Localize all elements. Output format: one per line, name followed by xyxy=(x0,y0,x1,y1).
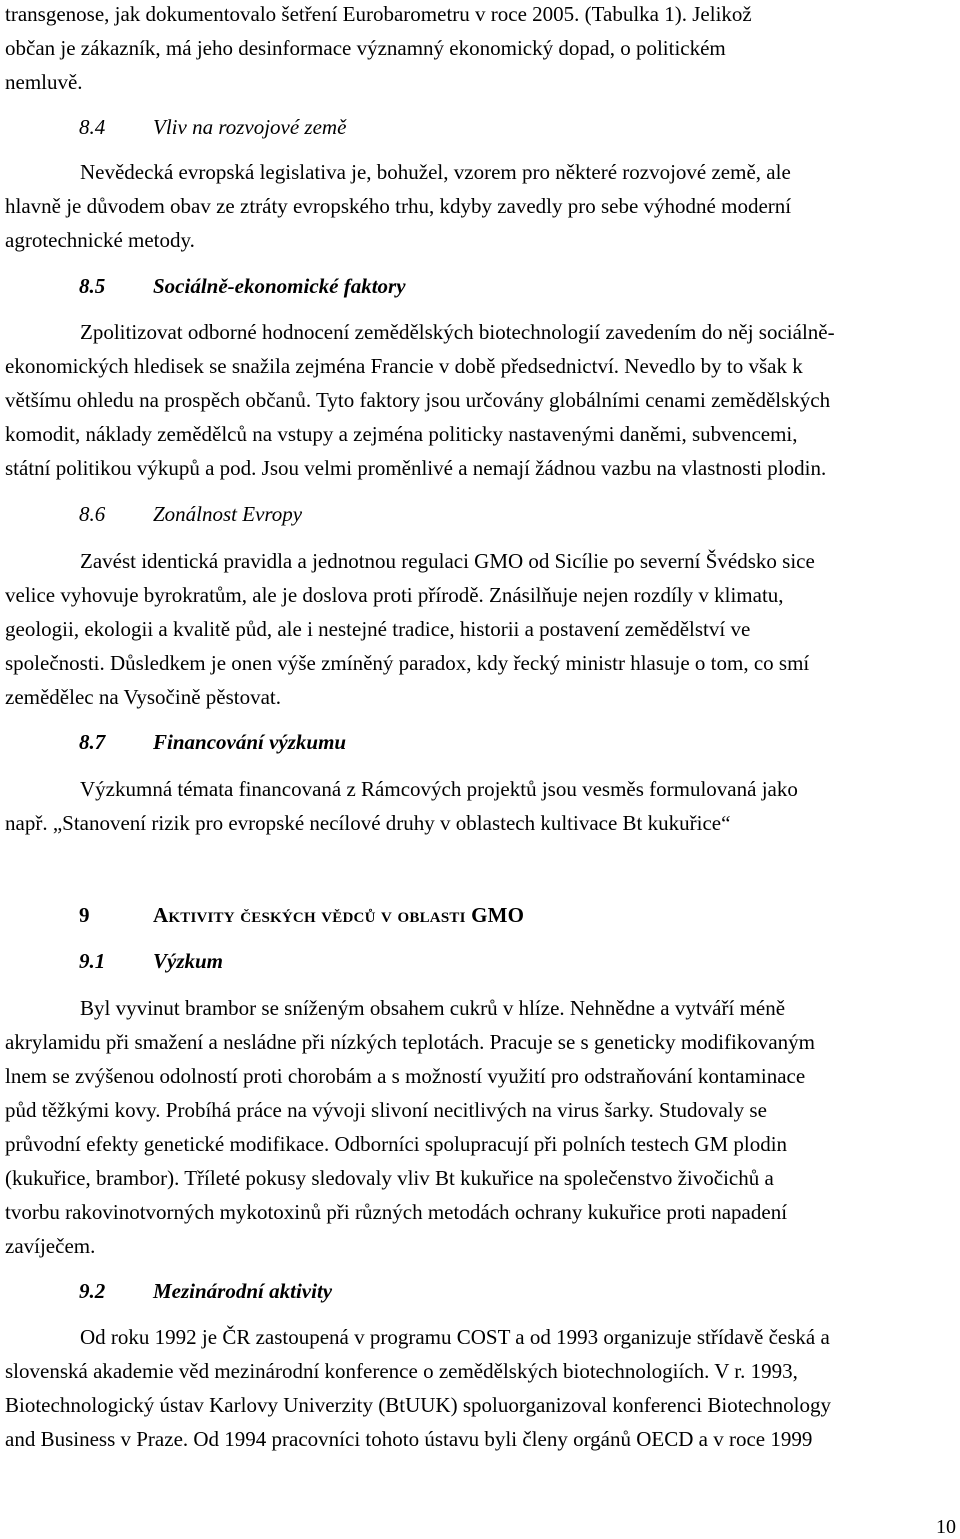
paragraph-line: Zpolitizovat odborné hodnocení zemědělských biotechnologií zavedením do něj sociálně- xyxy=(80,320,835,344)
paragraph-line: nemluvě. xyxy=(5,70,83,94)
paragraph-line: půd těžkými kovy. Probíhá práce na vývoji slivoní necitlivých na virus šarky. Studovaly se xyxy=(5,1098,767,1122)
paragraph-line: společnosti. Důsledkem je onen výše zmíněný paradox, kdy řecký ministr hlasuje o tom, co smí xyxy=(5,651,810,675)
section-title: Zonálnost Evropy xyxy=(153,502,303,526)
paragraph-line: většímu ohledu na prospěch občanů. Tyto faktory jsou určovány globálními cenami zemědělských xyxy=(5,388,831,412)
paragraph-line: geologii, ekologii a kvalitě půd, ale i nestejné tradice, historii a postavení zemědělství ve xyxy=(5,617,751,641)
chapter-number: 9 xyxy=(79,903,90,927)
paragraph-line: zavíječem. xyxy=(5,1234,96,1258)
paragraph-line: (kukuřice, brambor). Tříleté pokusy sledovaly vliv Bt kukuřice na společenstvo živočichů a xyxy=(5,1166,774,1190)
paragraph-line: hlavně je důvodem obav ze ztráty evropského trhu, kdyby zavedly pro sebe výhodné moderní xyxy=(5,194,792,218)
paragraph-line: komodit, náklady zemědělců na vstupy a zejména politicky nastavenými daněmi, subvencemi, xyxy=(5,422,798,446)
paragraph-line: and Business v Praze. Od 1994 pracovníci tohoto ústavu byli členy orgánů OECD a v roce 1999 xyxy=(5,1427,813,1451)
section-title: Výzkum xyxy=(153,949,224,973)
paragraph-line: velice vyhovuje byrokratům, ale je doslova proti přírodě. Znásilňuje nejen rozdíly v klimatu, xyxy=(5,583,784,607)
paragraph-line: transgenose, jak dokumentovalo šetření Eurobarometru v roce 2005. (Tabulka 1). Jelikož xyxy=(5,2,752,26)
paragraph-line: např. „Stanovení rizik pro evropské necílové druhy v oblastech kultivace Bt kukuřice“ xyxy=(5,811,731,835)
paragraph-line: občan je zákazník, má jeho desinformace významný ekonomický dopad, o politickém xyxy=(5,36,726,60)
section-number: 8.5 xyxy=(79,274,106,298)
section-title: Vliv na rozvojové země xyxy=(153,115,347,139)
paragraph-line: zemědělec na Vysočině pěstovat. xyxy=(5,685,282,709)
section-number: 8.7 xyxy=(79,730,106,754)
section-title: Sociálně-ekonomické faktory xyxy=(153,274,406,298)
paragraph-line: státní politikou výkupů a pod. Jsou velmi proměnlivé a nemají žádnou vazbu na vlastnosti plodin. xyxy=(5,456,827,480)
paragraph-line: agrotechnické metody. xyxy=(5,228,195,252)
section-number: 8.6 xyxy=(79,502,106,526)
page-number: 10 xyxy=(936,1516,956,1538)
paragraph-line: Biotechnologický ústav Karlovy Univerzity (BtUUK) spoluorganizoval konferenci Biotechnology xyxy=(5,1393,832,1417)
section-title: Financování výzkumu xyxy=(153,730,347,754)
paragraph-line: slovenská akademie věd mezinárodní konference o zemědělských biotechnologiích. V r. 1993, xyxy=(5,1359,798,1383)
paragraph-line: Byl vyvinut brambor se sníženým obsahem cukrů v hlíze. Nehnědne a vytváří méně xyxy=(80,996,786,1020)
paragraph-line: Zavést identická pravidla a jednotnou regulaci GMO od Sicílie po severní Švédsko sice xyxy=(80,549,815,573)
paragraph-line: Výzkumná témata financovaná z Rámcových projektů jsou vesměs formulovaná jako xyxy=(80,777,798,801)
section-title: Mezinárodní aktivity xyxy=(153,1279,333,1303)
section-number: 8.4 xyxy=(79,115,106,139)
paragraph-line: ekonomických hledisek se snažila zejména Francie v době předsednictví. Nevedlo by to však k xyxy=(5,354,803,378)
paragraph-line: tvorbu rakovinotvorných mykotoxinů při různých metodách ochrany kukuřice proti napadení xyxy=(5,1200,788,1224)
paragraph-line: průvodní efekty genetické modifikace. Odborníci spolupracují při polních testech GM plodin xyxy=(5,1132,788,1156)
section-number: 9.2 xyxy=(79,1279,106,1303)
paragraph-line: Nevědecká evropská legislativa je, bohužel, vzorem pro některé rozvojové země, ale xyxy=(80,160,791,184)
section-number: 9.1 xyxy=(79,949,106,973)
paragraph-line: lnem se zvýšenou odolností proti chorobám a s možností využití pro odstraňování kontaminace xyxy=(5,1064,806,1088)
paragraph-line: Od roku 1992 je ČR zastoupená v programu COST a od 1993 organizuje střídavě česká a xyxy=(80,1325,830,1349)
chapter-title: Aktivity českých vědců v oblasti GMO xyxy=(153,903,525,927)
paragraph-line: akrylamidu při smažení a nesládne při nízkých teplotách. Pracuje se s geneticky modifikovaným xyxy=(5,1030,815,1054)
